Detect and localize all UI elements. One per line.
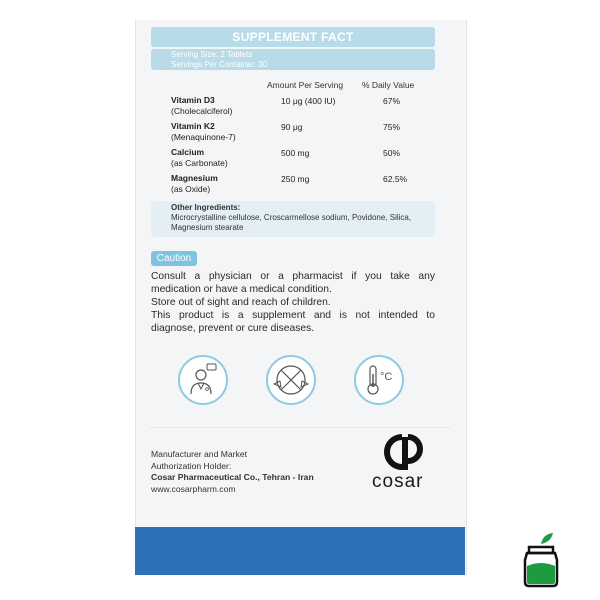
nutrient-amount: 10 μg (400 IU) [281,96,336,106]
divider [150,427,450,428]
other-ingredients [151,201,435,237]
nutrient-dv: 75% [383,122,401,132]
no-children-icon [265,354,317,406]
caution-line: Store out of sight and reach of children. [151,297,331,308]
nutrient-form: (Cholecalciferol) [171,106,233,116]
manufacturer-company: Cosar Pharmaceutical Co., Tehran - Iran [151,472,314,482]
nutrient-title: Magnesium [171,173,218,183]
temperature-label: °C [380,371,393,383]
nutrient-amount: 90 μg [281,122,303,132]
nutrient-amount: 500 mg [281,148,310,158]
manufacturer-line: Manufacturer and Market [151,449,248,459]
nutrient-dv: 62.5% [383,174,408,184]
nutrient-title: Vitamin D3 [171,95,215,105]
nutrient-title: Vitamin K2 [171,121,215,131]
nutrient-name [171,95,232,117]
serving-size: Serving Size: 2 Tablets [171,50,253,59]
nutrient-name [171,121,236,143]
caution-text [151,270,435,335]
blue-band [135,527,465,575]
caution-line: medication or have a medical condition. [151,284,332,295]
doctor-icon [177,354,229,406]
caution-line: diagnose, prevent or cure diseases. [151,323,315,334]
nutrient-form: (as Carbonate) [171,158,228,168]
caution-line: This product is a supplement and is not intended to [151,310,435,321]
nutrient-name [171,147,228,169]
manufacturer-line: Authorization Holder: [151,460,232,471]
caution-badge: Caution [151,251,197,266]
nutrient-title: Calcium [171,147,205,157]
supplement-fact-header: SUPPLEMENT FACT [151,27,435,47]
nutrient-amount: 250 mg [281,174,310,184]
caution-line: Consult a physician or a pharmacist if you take any [151,271,435,282]
servings-per-container: Servings Per Container: 30 [171,60,268,69]
temperature-icon [353,354,405,406]
brand-name: cosar [372,471,424,492]
other-ingredients-line: Microcrystalline cellulose, Croscarmellose sodium, Povidone, Silica, [171,213,412,222]
nutrient-form: (as Oxide) [171,184,211,194]
cosar-logo-icon [371,432,437,472]
column-amount-header: Amount Per Serving [267,80,344,90]
nutrient-form: (Menaquinone-7) [171,132,236,142]
manufacturer-info [151,449,314,484]
other-ingredients-title: Other Ingredients: [171,203,241,212]
nutrient-dv: 50% [383,148,401,158]
nutrient-name [171,173,218,195]
other-ingredients-line: Magnesium stearate [171,223,244,232]
website-link: www.cosarpharm.com [151,484,236,494]
column-dv-header: % Daily Value [362,80,415,90]
nutrient-dv: 67% [383,96,401,106]
jar-icon [521,530,561,588]
serving-info [151,49,435,70]
